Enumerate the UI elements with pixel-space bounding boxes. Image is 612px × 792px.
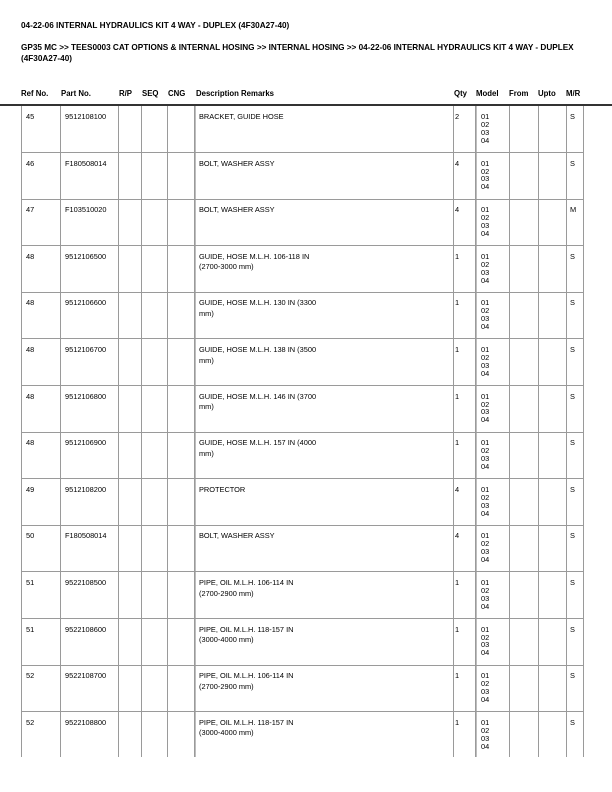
table-row bbox=[21, 432, 583, 479]
model-code: 01 bbox=[481, 438, 490, 448]
part-no-cell: 9512106500 bbox=[65, 251, 107, 261]
description-line: GUIDE, HOSE M.L.H. 157 IN (4000 bbox=[199, 438, 317, 448]
qty-cell: 1 bbox=[455, 251, 460, 261]
part-no-cell: 9512106800 bbox=[65, 391, 107, 401]
model-code: 01 bbox=[481, 578, 490, 587]
qty-cell: 1 bbox=[455, 298, 460, 308]
table-row bbox=[21, 525, 583, 572]
qty-cell: 4 bbox=[455, 484, 460, 494]
part-no-cell: F180508014 bbox=[65, 531, 107, 541]
model-code: 03 bbox=[481, 687, 490, 696]
model-code: 04 bbox=[481, 555, 490, 565]
description-cell bbox=[199, 718, 449, 739]
model-code: 04 bbox=[481, 694, 490, 704]
model-code: 01 bbox=[481, 391, 490, 401]
part-no-cell: 9522108700 bbox=[65, 671, 107, 681]
model-code: 01 bbox=[481, 345, 490, 354]
ref-no-cell: 51 bbox=[26, 578, 35, 587]
mr-cell: S bbox=[570, 112, 575, 121]
column-header-model: Model bbox=[476, 89, 499, 98]
table-row bbox=[21, 246, 583, 293]
description-line: GUIDE, HOSE M.L.H. 130 IN (3300 bbox=[199, 298, 317, 308]
ref-no-cell: 48 bbox=[26, 251, 35, 261]
qty-cell: 1 bbox=[455, 438, 460, 448]
part-no-cell: 9522108600 bbox=[65, 624, 107, 634]
description-line: PIPE, OIL M.L.H. 106-114 IN bbox=[199, 578, 294, 587]
table-row bbox=[21, 665, 583, 712]
model-code: 01 bbox=[481, 158, 490, 168]
description-cell bbox=[199, 625, 449, 646]
mr-cell: S bbox=[570, 717, 575, 727]
model-code: 04 bbox=[481, 508, 490, 518]
model-code: 01 bbox=[481, 298, 490, 308]
breadcrumb: GP35 MC >> TEES0003 CAT OPTIONS & INTERNAL HOSING >> INTERNAL HOSING >> 04-22-06 INTERNAL HYDRAULICS KIT 4 WAY - DUPLEX (4F30A27-40) bbox=[21, 43, 574, 63]
model-code: 04 bbox=[481, 368, 490, 378]
qty-cell: 4 bbox=[455, 531, 460, 541]
model-cell bbox=[481, 532, 489, 564]
description-cell bbox=[199, 345, 449, 366]
model-code: 02 bbox=[481, 632, 490, 642]
model-code: 02 bbox=[481, 306, 490, 316]
description-line: PIPE, OIL M.L.H. 118-157 IN bbox=[199, 624, 294, 634]
model-code: 04 bbox=[481, 182, 490, 192]
part-no-cell: F180508014 bbox=[65, 158, 107, 168]
table-row bbox=[21, 386, 583, 433]
description-cell bbox=[199, 252, 449, 273]
model-code: 04 bbox=[481, 275, 490, 285]
model-code: 03 bbox=[481, 547, 490, 557]
column-divider bbox=[583, 106, 584, 757]
model-code: 04 bbox=[481, 415, 490, 425]
model-code: 03 bbox=[481, 127, 490, 137]
part-no-cell: 9512108100 bbox=[65, 112, 107, 121]
column-header-seq: SEQ bbox=[142, 89, 159, 98]
description-line: mm) bbox=[199, 355, 214, 365]
qty-cell: 1 bbox=[455, 345, 460, 354]
model-cell bbox=[481, 486, 489, 518]
column-header-ref-no: Ref No. bbox=[21, 89, 49, 98]
table-row bbox=[21, 339, 583, 386]
part-no-cell: 9512106700 bbox=[65, 345, 107, 354]
mr-cell: S bbox=[570, 251, 575, 261]
qty-cell: 1 bbox=[455, 391, 460, 401]
part-no-cell: F103510020 bbox=[65, 205, 107, 215]
table-row bbox=[21, 199, 583, 246]
description-line: BRACKET, GUIDE HOSE bbox=[199, 112, 284, 121]
ref-no-cell: 48 bbox=[26, 391, 35, 401]
model-code: 03 bbox=[481, 174, 490, 184]
description-line: mm) bbox=[199, 402, 214, 412]
column-header-qty: Qty bbox=[454, 89, 467, 98]
table-row bbox=[21, 572, 583, 619]
model-code: 04 bbox=[481, 601, 490, 611]
model-code: 02 bbox=[481, 539, 490, 549]
table-row bbox=[21, 619, 583, 666]
mr-cell: M bbox=[570, 205, 577, 215]
mr-cell: S bbox=[570, 391, 575, 401]
model-cell bbox=[481, 206, 489, 238]
model-code: 03 bbox=[481, 360, 490, 370]
model-code: 02 bbox=[481, 492, 490, 502]
model-code: 01 bbox=[481, 205, 490, 215]
part-no-cell: 9522108500 bbox=[65, 578, 107, 587]
column-header-upto: Upto bbox=[538, 89, 556, 98]
ref-no-cell: 49 bbox=[26, 484, 35, 494]
column-header-rp: R/P bbox=[119, 89, 132, 98]
model-code: 04 bbox=[481, 135, 490, 145]
description-cell bbox=[199, 298, 449, 319]
description-line: (3000-4000 mm) bbox=[199, 728, 254, 738]
ref-no-cell: 51 bbox=[26, 624, 35, 634]
model-code: 03 bbox=[481, 267, 490, 277]
model-code: 03 bbox=[481, 640, 490, 650]
model-code: 03 bbox=[481, 454, 490, 463]
description-cell bbox=[199, 112, 449, 123]
description-cell bbox=[199, 485, 449, 496]
model-code: 02 bbox=[481, 679, 490, 689]
column-header-cng: CNG bbox=[168, 89, 186, 98]
model-cell bbox=[481, 160, 489, 192]
ref-no-cell: 52 bbox=[26, 717, 35, 727]
qty-cell: 1 bbox=[455, 717, 460, 727]
model-code: 03 bbox=[481, 733, 490, 743]
mr-cell: S bbox=[570, 531, 575, 541]
model-code: 02 bbox=[481, 446, 490, 456]
table-row bbox=[21, 106, 583, 153]
description-line: mm) bbox=[199, 448, 214, 458]
description-line: BOLT, WASHER ASSY bbox=[199, 531, 275, 541]
model-code: 02 bbox=[481, 725, 490, 735]
part-no-cell: 9512106900 bbox=[65, 438, 107, 448]
model-code: 01 bbox=[481, 531, 490, 541]
mr-cell: S bbox=[570, 671, 575, 681]
page-title: 04-22-06 INTERNAL HYDRAULICS KIT 4 WAY - DUPLEX (4F30A27-40) bbox=[21, 21, 290, 30]
table-header bbox=[0, 89, 612, 101]
model-code: 02 bbox=[481, 259, 490, 269]
description-cell bbox=[199, 531, 449, 542]
ref-no-cell: 46 bbox=[26, 158, 35, 168]
model-cell bbox=[481, 719, 489, 751]
description-line: GUIDE, HOSE M.L.H. 138 IN (3500 bbox=[199, 345, 317, 354]
model-cell bbox=[481, 672, 489, 704]
ref-no-cell: 48 bbox=[26, 298, 35, 308]
description-cell bbox=[199, 392, 449, 413]
model-code: 02 bbox=[481, 213, 490, 223]
mr-cell: S bbox=[570, 298, 575, 308]
ref-no-cell: 47 bbox=[26, 205, 35, 215]
table-row bbox=[21, 153, 583, 200]
model-code: 03 bbox=[481, 407, 490, 417]
ref-no-cell: 48 bbox=[26, 345, 35, 354]
description-cell bbox=[199, 159, 449, 170]
model-code: 04 bbox=[481, 228, 490, 238]
column-header-mr: M/R bbox=[566, 89, 581, 98]
description-line: PIPE, OIL M.L.H. 118-157 IN bbox=[199, 717, 294, 727]
model-code: 02 bbox=[481, 585, 490, 595]
model-code: 04 bbox=[481, 461, 490, 471]
model-cell bbox=[481, 439, 489, 471]
model-cell bbox=[481, 626, 489, 658]
description-cell bbox=[199, 578, 449, 599]
model-code: 01 bbox=[481, 112, 490, 121]
model-code: 04 bbox=[481, 322, 490, 332]
model-code: 01 bbox=[481, 484, 490, 494]
model-code: 03 bbox=[481, 314, 490, 324]
qty-cell: 4 bbox=[455, 158, 460, 168]
model-cell bbox=[481, 253, 489, 285]
qty-cell: 1 bbox=[455, 578, 460, 587]
qty-cell: 1 bbox=[455, 671, 460, 681]
description-line: (2700-3000 mm) bbox=[199, 262, 254, 272]
mr-cell: S bbox=[570, 578, 575, 587]
ref-no-cell: 45 bbox=[26, 112, 35, 121]
description-line: mm) bbox=[199, 308, 214, 318]
description-line: PIPE, OIL M.L.H. 106-114 IN bbox=[199, 671, 294, 681]
description-line: BOLT, WASHER ASSY bbox=[199, 158, 275, 168]
mr-cell: S bbox=[570, 484, 575, 494]
model-code: 01 bbox=[481, 624, 490, 634]
description-line: (3000-4000 mm) bbox=[199, 635, 254, 645]
description-line: (2700-2900 mm) bbox=[199, 681, 254, 691]
model-code: 02 bbox=[481, 166, 490, 176]
description-line: PROTECTOR bbox=[199, 484, 246, 494]
column-header-description: Description Remarks bbox=[196, 89, 274, 98]
description-cell bbox=[199, 438, 449, 459]
model-code: 01 bbox=[481, 671, 490, 681]
model-code: 03 bbox=[481, 593, 490, 603]
qty-cell: 1 bbox=[455, 624, 460, 634]
model-cell bbox=[481, 299, 489, 331]
description-cell bbox=[199, 671, 449, 692]
description-line: BOLT, WASHER ASSY bbox=[199, 205, 275, 215]
description-line: GUIDE, HOSE M.L.H. 146 IN (3700 bbox=[199, 391, 317, 401]
description-cell bbox=[199, 205, 449, 216]
model-code: 01 bbox=[481, 717, 490, 727]
model-cell bbox=[481, 346, 489, 378]
part-no-cell: 9512108200 bbox=[65, 484, 107, 494]
parts-table bbox=[0, 106, 612, 757]
part-no-cell: 9522108800 bbox=[65, 717, 107, 727]
model-cell bbox=[481, 113, 489, 145]
ref-no-cell: 50 bbox=[26, 531, 35, 541]
table-row bbox=[21, 479, 583, 526]
mr-cell: S bbox=[570, 158, 575, 168]
column-header-from: From bbox=[509, 89, 529, 98]
qty-cell: 2 bbox=[455, 112, 460, 121]
model-code: 03 bbox=[481, 221, 490, 230]
ref-no-cell: 48 bbox=[26, 438, 35, 448]
ref-no-cell: 52 bbox=[26, 671, 35, 681]
model-cell bbox=[481, 579, 489, 611]
model-code: 02 bbox=[481, 119, 490, 129]
part-no-cell: 9512106600 bbox=[65, 298, 107, 308]
mr-cell: S bbox=[570, 345, 575, 354]
model-code: 02 bbox=[481, 352, 490, 362]
description-line: GUIDE, HOSE M.L.H. 106-118 IN bbox=[199, 251, 310, 261]
mr-cell: S bbox=[570, 624, 575, 634]
model-cell bbox=[481, 393, 489, 425]
model-code: 01 bbox=[481, 251, 490, 261]
table-row bbox=[21, 712, 583, 759]
column-header-part-no: Part No. bbox=[61, 89, 91, 98]
model-code: 02 bbox=[481, 399, 490, 409]
model-code: 04 bbox=[481, 741, 490, 751]
model-code: 03 bbox=[481, 500, 490, 510]
mr-cell: S bbox=[570, 438, 575, 448]
qty-cell: 4 bbox=[455, 205, 460, 215]
model-code: 04 bbox=[481, 648, 490, 658]
table-row bbox=[21, 292, 583, 339]
description-line: (2700-2900 mm) bbox=[199, 588, 254, 598]
